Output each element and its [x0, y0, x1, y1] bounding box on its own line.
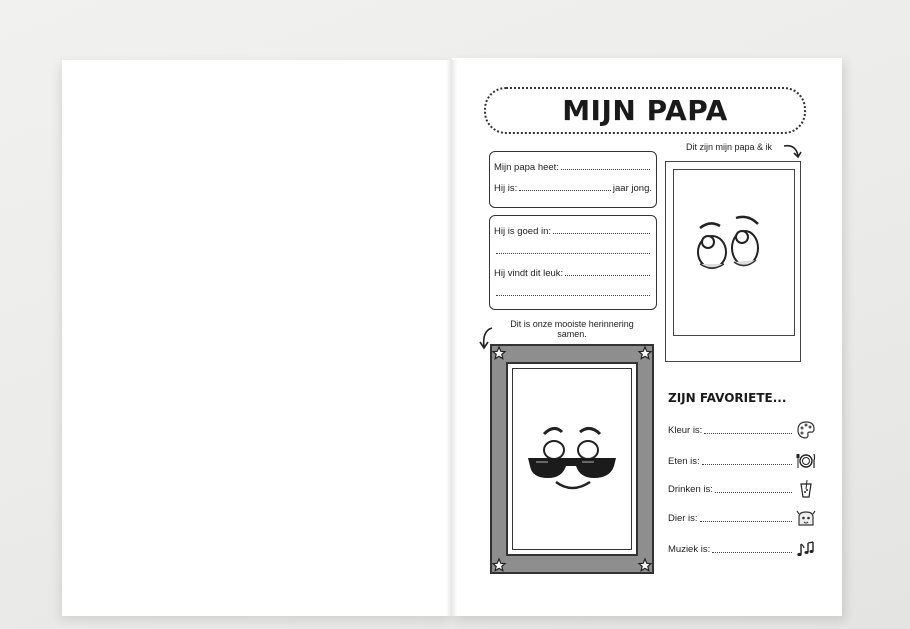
- photo-caption: Dit zijn mijn papa & ik: [685, 142, 773, 152]
- age-blank: [519, 182, 611, 191]
- star-icon: [493, 559, 505, 571]
- likes-blank-2: [496, 287, 650, 296]
- likes-label: Hij vindt dit leuk:: [494, 268, 564, 279]
- left-blank-page: [62, 60, 452, 616]
- good-at-extra-line: [494, 245, 652, 254]
- favorite-food-label: Eten is:: [668, 455, 700, 467]
- good-at-likes-box: [489, 215, 657, 310]
- favorite-food-line: [668, 451, 816, 471]
- favorite-music-line: [668, 539, 816, 559]
- curved-arrow-icon: [782, 142, 804, 160]
- plate-cutlery-icon: [796, 451, 816, 471]
- memory-caption-line-1: Dit is onze mooiste herinnering: [510, 319, 634, 329]
- book-spine-shadow: [446, 60, 458, 616]
- palette-icon: [796, 420, 816, 440]
- star-icon: [639, 559, 651, 571]
- name-blank: [561, 161, 650, 170]
- likes-extra-line: [494, 287, 652, 296]
- title-banner: [484, 87, 806, 134]
- favorites-heading: ZIJN FAVORIETE...: [668, 391, 787, 405]
- animal-icon: [796, 508, 816, 528]
- age-label: Hij is:: [494, 183, 518, 194]
- favorite-color-line: [668, 420, 816, 440]
- rolling-eyes-face-icon: [692, 212, 774, 278]
- favorite-color-label: Kleur is:: [668, 424, 703, 436]
- name-label: Mijn papa heet:: [494, 162, 559, 173]
- memory-caption: [492, 319, 652, 339]
- favorite-drink-line: [668, 479, 816, 499]
- age-suffix: jaar jong.: [612, 183, 652, 194]
- good-at-label: Hij is goed in:: [494, 226, 552, 237]
- age-line: [494, 182, 652, 194]
- likes-line: [494, 267, 652, 279]
- music-notes-icon: [796, 539, 816, 559]
- star-icon: [493, 347, 505, 359]
- favorite-animal-label: Dier is:: [668, 512, 698, 524]
- sunglasses-face-icon: [526, 420, 620, 494]
- good-at-blank-2: [496, 245, 650, 254]
- good-at-blank: [553, 225, 650, 234]
- likes-blank: [565, 267, 650, 276]
- drink-glass-icon: [796, 479, 816, 499]
- good-at-line: [494, 225, 652, 237]
- memory-caption-line-2: samen.: [557, 329, 587, 339]
- star-icon: [639, 347, 651, 359]
- page-title: MIJN PAPA: [562, 94, 728, 127]
- name-age-box: [489, 151, 657, 208]
- right-worksheet-page: [452, 58, 842, 616]
- favorite-drink-label: Drinken is:: [668, 483, 713, 495]
- favorite-music-label: Muziek is:: [668, 543, 711, 555]
- favorite-animal-line: [668, 508, 816, 528]
- name-line: [494, 161, 652, 173]
